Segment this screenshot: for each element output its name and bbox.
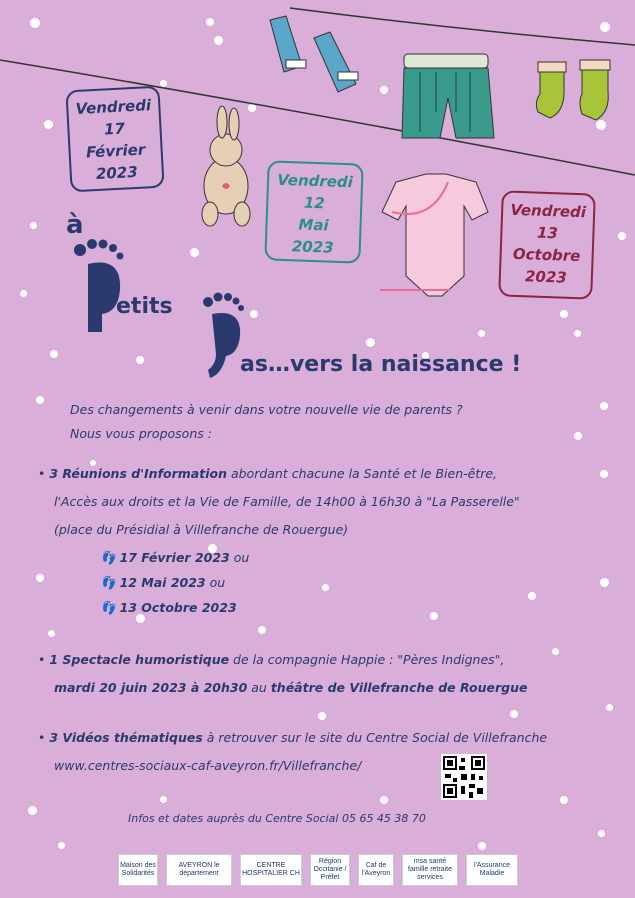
footprint-bullet-icon: 👣: [100, 550, 116, 565]
snow-dot: [366, 338, 375, 347]
baby-socks-icon: [536, 60, 610, 120]
snow-dot: [528, 592, 536, 600]
snow-dot: [58, 842, 65, 849]
logo-msa: msa santé famille retraite services: [402, 854, 458, 886]
footprint-p-icon: [70, 236, 128, 336]
snow-dot: [160, 796, 167, 803]
contact-info: Infos et dates auprès du Centre Social 05 65 45 38 70: [128, 812, 426, 825]
snow-dot: [258, 626, 266, 634]
date-suffix: ou: [229, 550, 250, 565]
snow-dot: [552, 648, 559, 655]
item3-text: à retrouver sur le site du Centre Social de Villefranche: [202, 730, 548, 745]
date-num: 17: [103, 119, 126, 139]
snow-dot: [574, 432, 582, 440]
title-petits: etits: [116, 294, 173, 319]
item1-text: abordant chacune la Santé et le Bien-être,: [226, 466, 498, 481]
snow-dot: [600, 402, 608, 410]
bunny-plush-icon: [202, 106, 250, 226]
partner-logos: [118, 854, 518, 888]
item3-bold: 3 Vidéos thématiques: [49, 730, 203, 745]
intro-line-1: Des changements à venir dans votre nouvelle vie de parents ?: [70, 402, 463, 417]
snow-dot: [560, 796, 568, 804]
snow-dot: [606, 704, 613, 711]
snow-dot: [48, 630, 55, 637]
item2-date: mardi 20 juin 2023 à 20h30: [54, 680, 248, 695]
snow-dot: [600, 470, 608, 478]
snow-dot: [430, 612, 438, 620]
date-bold: 17 Février 2023: [119, 550, 230, 565]
item2-bold: 1 Spectacle humoristique: [49, 652, 230, 667]
clothesline-upper: [290, 8, 635, 45]
logo-maison-solidarites: Maison des Solidarités: [118, 854, 158, 886]
date-day: Vendredi: [510, 200, 587, 222]
item1-line1: [38, 466, 497, 481]
date-day: Vendredi: [277, 170, 354, 192]
snow-dot: [598, 830, 605, 837]
snow-dot: [600, 578, 609, 587]
snow-dot: [478, 842, 486, 850]
logo-assurance-maladie: l'Assurance Maladie: [466, 854, 518, 886]
website-link[interactable]: www.centres-sociaux-caf-aveyron.fr/Villefranche/: [54, 758, 362, 773]
date-suffix: ou: [205, 575, 226, 590]
logo-caf: Caf de l'Aveyron: [358, 854, 394, 886]
snow-dot: [28, 806, 37, 815]
item1-date-2: [100, 575, 225, 591]
logo-centre-hospitalier: CENTRE HOSPITALIER CH: [240, 854, 302, 886]
bullet: •: [38, 466, 46, 481]
bullet: •: [38, 652, 46, 667]
item2-line2: [54, 680, 527, 695]
date-day: Vendredi: [75, 96, 152, 119]
date-box-february: [65, 86, 164, 193]
title-rest: as…vers la naissance !: [240, 352, 522, 377]
date-box-may: [264, 160, 363, 263]
item3-line1: [38, 730, 547, 745]
date-year: 2023: [95, 162, 139, 184]
snow-dot: [574, 330, 581, 337]
intro-line-2: Nous vous proposons :: [70, 426, 212, 441]
date-month: Février: [85, 140, 146, 162]
date-year: 2023: [291, 237, 334, 257]
item1-line2: l'Accès aux droits et la Vie de Famille, de 14h00 à 16h30 à "La Passerelle": [54, 494, 520, 509]
item2-mid: au: [247, 680, 271, 695]
baby-bodysuit-icon: [380, 174, 488, 296]
snow-dot: [510, 710, 518, 718]
logo-aveyron: AVEYRON le département: [166, 854, 232, 886]
snow-dot: [50, 350, 58, 358]
baby-pants-icon: [402, 54, 494, 138]
snow-dot: [136, 356, 144, 364]
logo-region-prefet: Région Occitanie / Préfet: [310, 854, 350, 886]
footprint-bullet-icon: 👣: [100, 600, 116, 615]
baby-shoes-icon: [270, 16, 358, 92]
date-month: Mai: [298, 215, 329, 235]
snow-dot: [380, 796, 388, 804]
date-num: 13: [536, 223, 559, 243]
bullet: •: [38, 730, 46, 745]
item2-text: de la compagnie Happie : "Pères Indignes",: [229, 652, 505, 667]
title-a: à: [66, 210, 84, 240]
snow-dot: [36, 396, 44, 404]
item1-bold: 3 Réunions d'Information: [49, 466, 227, 481]
date-num: 12: [303, 193, 326, 213]
snow-dot: [36, 574, 44, 582]
item2-venue: théâtre de Villefranche de Rouergue: [270, 680, 528, 695]
snow-dot: [322, 584, 329, 591]
qr-code-icon[interactable]: [441, 754, 487, 800]
date-year: 2023: [524, 267, 568, 287]
item1-date-3: [100, 600, 237, 616]
item2-line1: [38, 652, 504, 667]
item1-date-1: [100, 550, 249, 566]
date-bold: 12 Mai 2023: [119, 575, 206, 590]
footprint-bullet-icon: 👣: [100, 575, 116, 590]
date-bold: 13 Octobre 2023: [119, 600, 237, 615]
date-box-october: [498, 190, 596, 299]
snow-dot: [478, 330, 485, 337]
item1-line3: (place du Présidial à Villefranche de Rouergue): [54, 522, 349, 537]
snow-dot: [318, 712, 326, 720]
date-month: Octobre: [512, 244, 581, 266]
